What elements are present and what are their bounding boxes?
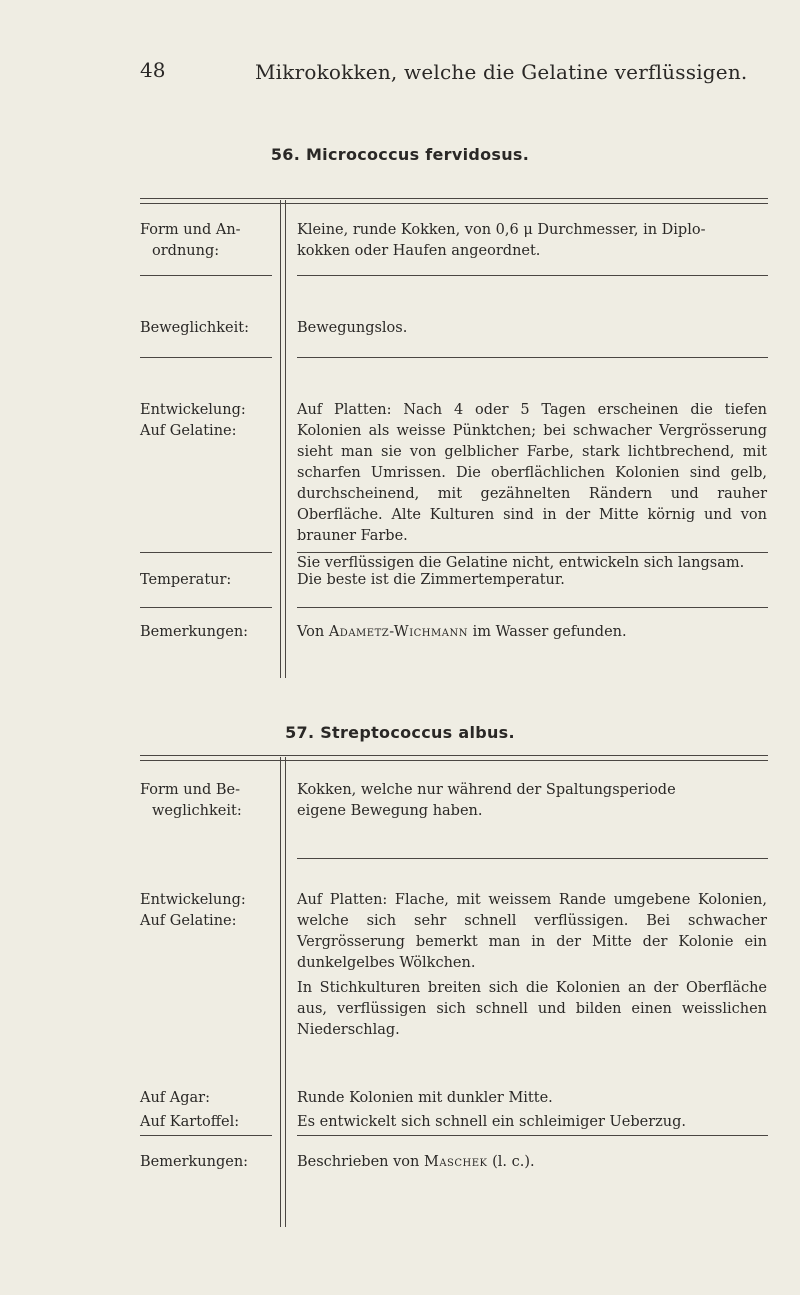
sub-text-agar: Runde Kolonien mit dunkler Mitte.	[297, 1090, 553, 1106]
section-title-57: 57. Streptococcus albus.	[285, 723, 515, 742]
row-label: Form und Be- weglichkeit:	[140, 782, 242, 819]
row-text	[297, 400, 767, 574]
page-header	[0, 58, 800, 98]
row-label: Entwickelung: Auf Gelatine:	[140, 892, 246, 929]
row-text: Bewegungslos.	[297, 320, 408, 336]
column-divider	[280, 200, 286, 678]
row-label: Beweglichkeit:	[140, 320, 249, 336]
row-separator	[140, 1135, 272, 1136]
row-separator	[297, 357, 768, 358]
table-top-rule	[140, 198, 768, 199]
page-number: 48	[140, 58, 166, 82]
row-separator	[140, 552, 272, 553]
row-separator	[297, 552, 768, 553]
row-separator	[140, 275, 272, 276]
row-separator	[140, 357, 272, 358]
row-text: Von Adametz-Wichmann im Wasser gefunden.	[297, 624, 627, 640]
row-label: Entwickelung: Auf Gelatine:	[140, 402, 246, 439]
author-name: Maschek	[423, 1154, 488, 1170]
running-title: Mikrokokken, welche die Gelatine verflüssigen.	[255, 60, 748, 84]
row-label: Form und An- ordnung:	[140, 222, 241, 259]
table-top-rule	[140, 755, 768, 756]
paragraph: Auf Platten: Nach 4 oder 5 Tagen erscheinen die tiefen Kolonien als weisse Pünktchen; bei schwacher Vergrösserung sieht man sie von gelblicher Farbe, stark lichtbrechend, mit scharfen Umrissen. Die oberflächlichen Kolonien sind gelb, durchscheinend, mit gezähnelten Rändern und rauher Oberfläche. Alte Kulturen sind in der Mitte körnig und von brauner Farbe.	[297, 402, 767, 544]
paragraph: In Stichkulturen breiten sich die Kolonien an der Oberfläche aus, verflüssigen sich schnell und bilden einen weisslichen Niederschlag.	[297, 980, 767, 1038]
row-separator	[297, 275, 768, 276]
column-divider	[280, 757, 286, 1227]
row-separator	[297, 607, 768, 608]
row-text: Kleine, runde Kokken, von 0,6 μ Durchmesser, in Diplo- kokken oder Haufen angeordnet.	[297, 222, 706, 259]
author-name: Adametz-Wichmann	[328, 624, 468, 640]
table-streptococcus-albus	[140, 730, 768, 1270]
row-separator	[140, 607, 272, 608]
table-top-rule-inner	[140, 203, 768, 204]
row-text: Die beste ist die Zimmertemperatur.	[297, 572, 565, 588]
row-label: Temperatur:	[140, 572, 232, 588]
sub-label-agar: Auf Agar:	[140, 1090, 211, 1106]
paragraph: Auf Platten: Flache, mit weissem Rande umgebene Kolonien, welche sich sehr schnell verflüssigen. Bei schwacher Vergrösserung bemerkt man in der Mitte der Kolonie ein dunkelgelbes Wölkchen.	[297, 892, 767, 971]
table-micrococcus-fervidosus	[140, 170, 768, 680]
sub-text-kartoffel: Es entwickelt sich schnell ein schleimiger Ueberzug.	[297, 1114, 687, 1130]
row-text: Beschrieben von Maschek (l. c.).	[297, 1154, 535, 1170]
row-label: Bemerkungen:	[140, 1154, 249, 1170]
paragraph: Sie verflüssigen die Gelatine nicht, entwickeln sich langsam.	[297, 555, 745, 571]
row-label: Bemerkungen:	[140, 624, 249, 640]
row-separator	[297, 858, 768, 859]
sub-label-kartoffel: Auf Kartoffel:	[140, 1114, 240, 1130]
table-top-rule-inner	[140, 760, 768, 761]
row-text	[297, 890, 767, 1041]
row-text: Kokken, welche nur während der Spaltungsperiode eigene Bewegung haben.	[297, 782, 676, 819]
section-title-56: 56. Micrococcus fervidosus.	[270, 145, 530, 164]
row-separator	[297, 1135, 768, 1136]
